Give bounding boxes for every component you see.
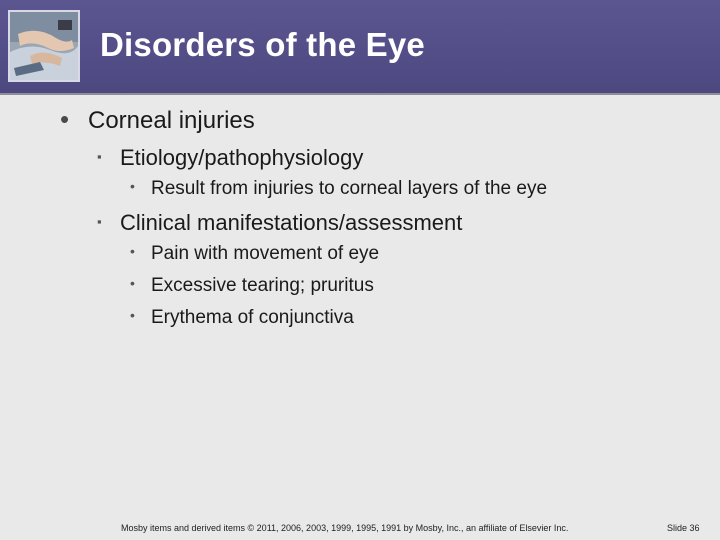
bullet-text: Clinical manifestations/assessment — [120, 210, 463, 235]
copyright-footer: Mosby items and derived items © 2011, 2006, 2003, 1999, 1995, 1991 by Mosby, Inc., an affiliate of Elsevier Inc. — [121, 523, 569, 533]
bullet-dot-icon: • — [60, 104, 70, 134]
bullet-dot-icon: • — [130, 307, 135, 323]
bullet-text: Etiology/pathophysiology — [120, 145, 364, 170]
bullet-text: Excessive tearing; pruritus — [151, 275, 374, 296]
bullet-text: Pain with movement of eye — [151, 243, 380, 264]
bullet-text: Corneal injuries — [88, 107, 255, 134]
bullet-dot-icon: • — [130, 243, 135, 259]
slide-header — [0, 0, 720, 95]
slide-number: Slide 36 — [667, 523, 700, 533]
hands-photo-icon — [10, 12, 78, 80]
header-photo — [8, 10, 80, 82]
bullet-text: Erythema of conjunctiva — [151, 307, 354, 328]
bullet-dot-icon: • — [130, 178, 135, 194]
bullet-square-icon: ▪ — [97, 214, 102, 229]
slide-body — [0, 95, 720, 515]
bullet-dot-icon: • — [130, 275, 135, 291]
slide-title: Disorders of the Eye — [100, 26, 425, 63]
bullet-square-icon: ▪ — [97, 149, 102, 164]
bullet-text: Result from injuries to corneal layers of the eye — [151, 178, 548, 199]
